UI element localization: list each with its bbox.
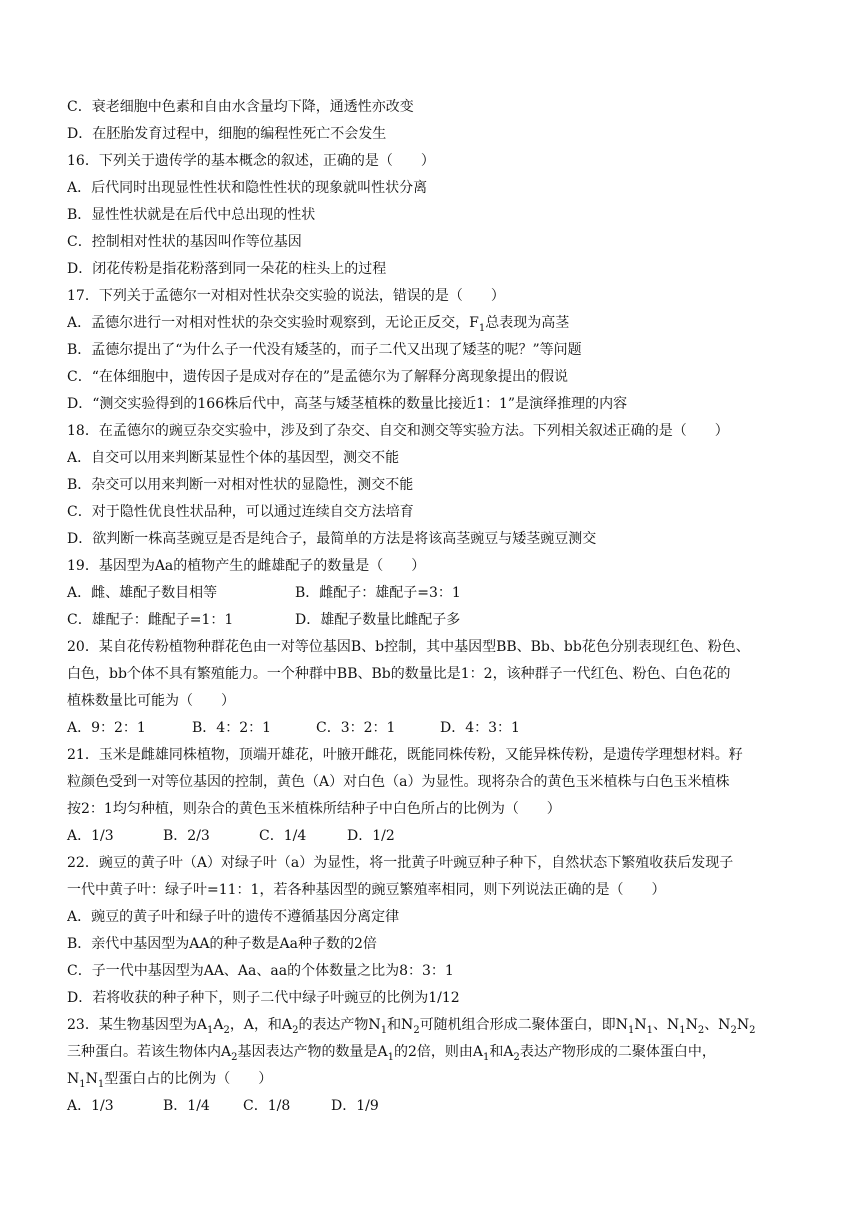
q23-l1-seg: 的表达产物N — [298, 1017, 381, 1033]
q23-l2-seg: 表达产物形成的二聚体蛋白中， — [519, 1044, 716, 1060]
q18-option-d: D．欲判断一株高茎豌豆是否是纯合子，最简单的方法是将该高茎豌豆与矮茎豌豆测交 — [67, 531, 597, 547]
q19-stem: 19．基因型为Aa的植物产生的雌雄配子的数量是（ ） — [67, 558, 426, 574]
q18-option-c: C．对于隐性优良性状品种，可以通过连续自交方法培育 — [67, 504, 414, 520]
q23-sub: 2 — [697, 1024, 705, 1036]
q17-stem: 17．下列关于孟德尔一对相对性状杂交实验的说法，错误的是（ ） — [67, 288, 505, 304]
q23-l1-seg: 、N — [652, 1017, 680, 1033]
q17-option-b: B．孟德尔提出了“为什么子一代没有矮茎的，而子二代又出现了矮茎的呢？”等问题 — [67, 342, 582, 358]
q23-sub: 2 — [730, 1024, 737, 1036]
q21-stem-line-3: 按2：1均匀种植，则杂合的黄色玉米植株所结种子中白色所占的比例为（ ） — [67, 801, 561, 817]
q23-l1-seg: ，A — [229, 1017, 254, 1033]
q23-l1-seg: N — [736, 1017, 750, 1033]
q22-option-a: A．豌豆的黄子叶和绿子叶的遗传不遵循基因分离定律 — [67, 909, 400, 925]
q16-option-a: A．后代同时出现显性性状和隐性性状的现象就叫性状分离 — [67, 180, 428, 196]
q23-l1-seg: A — [213, 1017, 224, 1033]
q23-l1-seg: 23．某生物基因型为A — [67, 1017, 207, 1033]
q21-option-c: C．1/4 — [259, 828, 307, 844]
q23-option-c: C．1/8 — [243, 1098, 291, 1114]
q23-l1-seg: N — [634, 1017, 647, 1033]
q23-l1-seg: 可随机组合形成二聚体蛋白，即N — [419, 1017, 628, 1033]
q22-option-b: B．亲代中基因型为AA的种子数是Aa种子数的2倍 — [67, 936, 377, 952]
q23-sub: 1 — [79, 1078, 86, 1090]
q21-stem-line-1: 21．玉米是雌雄同株植物，顶端开雄花，叶腋开雌花，既能同株传粉，又能异株传粉，是遗传学理想材料。籽 — [67, 747, 743, 763]
q16-stem: 16．下列关于遗传学的基本概念的叙述，正确的是（ ） — [67, 153, 435, 169]
q20-stem-line-1: 20．某自花传粉植物种群花色由一对等位基因B、b控制，其中基因型BB、Bb、bb花色分别表现红色、粉色、 — [67, 639, 750, 655]
q23-sub: 2 — [749, 1024, 756, 1036]
q22-stem-line-1: 22．豌豆的黄子叶（A）对绿子叶（a）为显性，将一批黄子叶豌豆种子种下，自然状态下繁殖收获后发现子 — [67, 855, 734, 871]
q18-option-b: B．杂交可以用来判断一对相对性状的显隐性，测交不能 — [67, 477, 414, 493]
q16-option-d: D．闭花传粉是指花粉落到同一朵花的柱头上的过程 — [67, 261, 387, 277]
q23-sub: 2 — [513, 1051, 520, 1063]
q23-stem-line-3 — [67, 1066, 797, 1093]
question-list — [67, 94, 797, 1120]
q23-sub: 2 — [292, 1024, 299, 1036]
q23-sub: 1 — [387, 1051, 394, 1063]
q19-option-b: B．雌配子：雄配子=3：1 — [295, 585, 461, 601]
q23-l3-seg: N — [85, 1071, 98, 1087]
q22-option-d: D．若将收获的种子种下，则子二代中绿子叶豌豆的比例为1/12 — [67, 990, 460, 1006]
q23-l1-seg: N — [685, 1017, 698, 1033]
q23-l3-seg: N — [67, 1071, 80, 1087]
q23-options — [67, 1093, 797, 1120]
q17-option-a — [67, 310, 797, 337]
q23-sub: 2 — [231, 1051, 238, 1063]
q23-l2-seg: 和A — [489, 1044, 514, 1060]
q22-stem-line-2: 一代中黄子叶：绿子叶=11：1，若各种基因型的豌豆繁殖率相同，则下列说法正确的是（ ） — [67, 882, 666, 898]
q23-sub: 1 — [483, 1051, 490, 1063]
q20-stem-line-2: 白色，bb个体不具有繁殖能力。一个种群中BB、Bb的数量比是1：2，该种群子一代红色、粉色、白色花的 — [67, 666, 731, 682]
q23-sub: 1 — [627, 1024, 635, 1036]
q19-option-a: A．雌、雄配子数目相等 — [67, 585, 218, 601]
q19-options-row-2 — [67, 607, 797, 634]
q17-a-text-end: 总表现为高茎 — [485, 315, 570, 331]
q20-option-b: B．4：2：1 — [192, 720, 272, 736]
q20-options — [67, 715, 797, 742]
q15-option-c: C．衰老细胞中色素和自由水含量均下降，通透性亦改变 — [67, 99, 414, 115]
q23-sub: 1 — [679, 1024, 686, 1036]
q17-option-c: C．“在体细胞中，遗传因子是成对存在的”是孟德尔为了解释分离现象提出的假说 — [67, 369, 569, 385]
q21-option-a: A．1/3 — [67, 828, 114, 844]
q21-options — [67, 823, 797, 850]
q23-stem-line-1 — [67, 1012, 797, 1039]
q23-sub: 1 — [206, 1024, 214, 1036]
q23-stem-line-2 — [67, 1039, 797, 1066]
q23-sub: 1 — [646, 1024, 653, 1036]
q23-l1-seg: 、N — [704, 1017, 731, 1033]
q20-option-d: D．4：3：1 — [440, 720, 520, 736]
q21-stem-line-2: 粒颜色受到一对等位基因的控制，黄色（A）对白色（a）为显性。现将杂合的黄色玉米植株与白色玉米植株 — [67, 774, 730, 790]
q21-option-b: B．2/3 — [163, 828, 210, 844]
q23-sub: 1 — [97, 1078, 105, 1090]
q23-option-d: D．1/9 — [331, 1098, 379, 1114]
q23-l3-seg: 型蛋白占的比例为（ ） — [104, 1071, 273, 1087]
q22-option-c: C．子一代中基因型为AA、Aa、aa的个体数量之比为8：3：1 — [67, 963, 454, 979]
q17-a-text: A．孟德尔进行一对相对性状的杂交实验时观察到，无论正反交，F — [67, 315, 479, 331]
q16-option-b: B．显性性状就是在后代中总出现的性状 — [67, 207, 316, 223]
q21-option-d: D．1/2 — [347, 828, 395, 844]
q23-option-b: B．1/4 — [163, 1098, 210, 1114]
q17-a-subscript: 1 — [478, 322, 486, 334]
q23-sub: 2 — [413, 1024, 420, 1036]
q23-option-a: A．1/3 — [67, 1098, 114, 1114]
q17-option-d: D．“测交实验得到的166株后代中，高茎与矮茎植株的数量比接近1：1”是演绎推理的内容 — [67, 396, 628, 412]
q18-stem: 18．在孟德尔的豌豆杂交实验中，涉及到了杂交、自交和测交等实验方法。下列相关叙述正确的是（ ） — [67, 423, 729, 439]
q23-sub: 2 — [223, 1024, 230, 1036]
q15-option-d: D．在胚胎发育过程中，细胞的编程性死亡不会发生 — [67, 126, 387, 142]
q19-option-d: D．雄配子数量比雌配子多 — [295, 612, 461, 628]
q19-options-row-1 — [67, 580, 797, 607]
q23-l1-seg: ，和A — [253, 1017, 293, 1033]
q23-l1-seg: 和N — [387, 1017, 414, 1033]
q20-option-a: A．9：2：1 — [67, 720, 146, 736]
q18-option-a: A．自交可以用来判断某显性个体的基因型，测交不能 — [67, 450, 400, 466]
q23-l2-seg: 的2倍，则由A — [394, 1044, 484, 1060]
q20-option-c: C．3：2：1 — [316, 720, 396, 736]
q23-l2-seg: 基因表达产物的数量是A — [237, 1044, 388, 1060]
q16-option-c: C．控制相对性状的基因叫作等位基因 — [67, 234, 302, 250]
q20-stem-line-3: 植株数量比可能为（ ） — [67, 693, 235, 709]
q23-sub: 1 — [380, 1024, 388, 1036]
q23-l2-seg: 三种蛋白。若该生物体内A — [67, 1044, 232, 1060]
q19-option-c: C．雄配子：雌配子=1：1 — [67, 612, 234, 628]
